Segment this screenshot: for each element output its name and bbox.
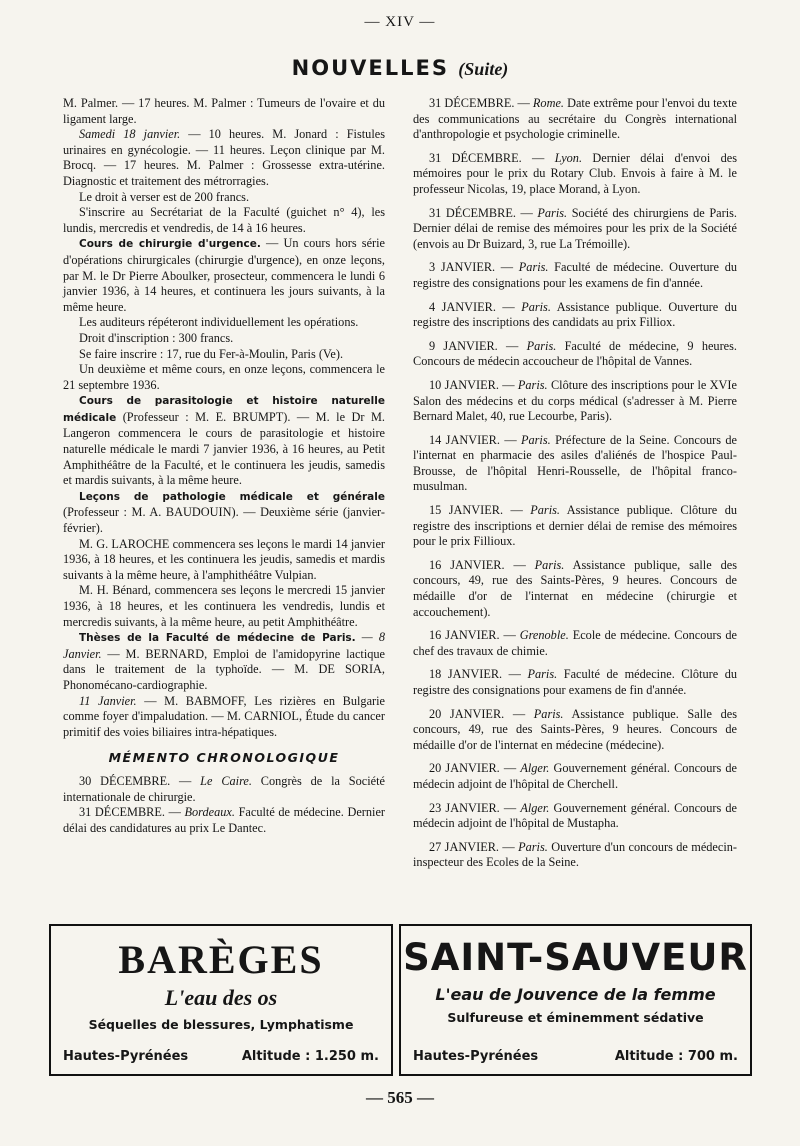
text: Faculté de médecine, 9 heures. Concours de médecin accoucheur de l'hôpital de Vannes.: [413, 338, 737, 369]
text: Gouvernement général. Concours de médecin adjoint de l'hôpital de Mustapha.: [413, 800, 737, 831]
paragraph: Un deuxième et même cours, en onze leçons, commencera le 21 septembre 1936.: [63, 362, 385, 392]
date: 20 JANVIER.: [429, 761, 500, 776]
title-main: NOUVELLES: [291, 56, 449, 80]
paragraph: Droit d'inscription : 300 francs.: [79, 330, 234, 345]
memento-entry: 31 DÉCEMBRE. — Lyon. Dernier délai d'envoi des mémoires pour le prix du Rotary Club. Envois à faire à M. le professeur Nicolas, 19, place Morand, à Lyon.: [413, 150, 737, 196]
text: Assistance publique. Clôture du registre des inscriptions et dernier délai de remise des mémoires pour le prix Fillioux.: [413, 503, 737, 549]
city: Paris.: [530, 503, 560, 518]
date: 31 DÉCEMBRE.: [429, 96, 515, 110]
city: Grenoble.: [519, 628, 569, 643]
memento-entry: 16 JANVIER. — Grenoble. Ecole de médecine. Concours de chef des travaux de chimie.: [413, 628, 737, 658]
page-header-number: — XIV —: [364, 14, 436, 30]
heading: Leçons de pathologie médicale et générale: [79, 490, 385, 503]
text: — 10 heures. M. Jonard : Fistules urinaires en gynécologie. — 11 heures. Leçon clinique par M. Brocq. — 17 heures. M. Palmer : Grossesse extra-utérine. Diagnostic et traitement des métrorragies.: [63, 127, 385, 188]
date: 15 JANVIER.: [429, 503, 504, 518]
title-suite: (Suite): [458, 59, 509, 79]
city: Rome.: [532, 96, 564, 110]
ad-tagline: L'eau des os: [164, 985, 278, 1010]
date: 31 DÉCEMBRE.: [79, 805, 165, 820]
memento-entry: 31 DÉCEMBRE. — Bordeaux. Faculté de médecine. Dernier délai des candidatures au prix Le Dantec.: [63, 805, 385, 835]
text: Faculté de médecine. Clôture du registre des consignations pour examens de fin d'année.: [413, 667, 737, 697]
text: Ouverture d'un concours de médecin-inspecteur des Ecoles de la Seine.: [413, 839, 737, 870]
paragraph: [63, 489, 385, 537]
paragraph: M. G. LAROCHE commencera ses leçons le mardi 14 janvier 1936, à 18 heures, et les continuera les jeudis, samedis et mardis suivants à la même heure, à l'amphithéâtre Vulpian.: [63, 536, 385, 582]
date: 31 DÉCEMBRE.: [429, 205, 516, 220]
date: 27 JANVIER.: [429, 839, 499, 854]
date: 16 JANVIER.: [429, 628, 500, 643]
date: 14 JANVIER.: [429, 432, 500, 447]
date: 30 DÉCEMBRE.: [79, 773, 171, 788]
city: Paris.: [520, 432, 551, 447]
date: 9 JANVIER.: [429, 338, 498, 353]
paragraph: Le droit à verser est de 200 francs.: [79, 189, 250, 204]
paragraph: [63, 630, 385, 693]
paragraph: Se faire inscrire : 17, rue du Fer-à-Moulin, Paris (Ve).: [79, 346, 344, 361]
page-title: [0, 56, 800, 80]
text: Préfecture de la Seine. Concours de l'internat en pharmacie des asiles d'aliénés de l'hospice Paul-Brousse, de l'hôpital Henri-Rousselle, de l'hôpital franco-musulman.: [413, 432, 737, 494]
ad-altitude: Altitude : 700 m.: [614, 1049, 738, 1064]
city: Paris.: [533, 706, 564, 721]
city: Paris.: [534, 557, 565, 572]
heading: Cours de chirurgie d'urgence.: [79, 238, 261, 251]
city: Paris.: [518, 839, 548, 854]
paragraph: [63, 236, 385, 315]
text: Faculté de médecine. Ouverture du registre des consignations pour les examens de fin d'année.: [413, 260, 737, 290]
paragraph: [63, 127, 385, 189]
memento-entry: 14 JANVIER. — Paris. Préfecture de la Seine. Concours de l'internat en pharmacie des asiles d'aliénés de l'hospice Paul-Brousse, de l'hôpital Henri-Rousselle, de l'hôpital franco-musulman.: [413, 432, 737, 494]
date: 23 JANVIER.: [429, 800, 500, 815]
date: 16 JANVIER.: [429, 557, 505, 572]
date: 4 JANVIER.: [429, 299, 496, 314]
ad-brand: SAINT-SAUVEUR: [403, 936, 748, 979]
memento-entry: 27 JANVIER. — Paris. Ouverture d'un concours de médecin-inspecteur des Ecoles de la Seine.: [413, 839, 737, 870]
paragraph: [63, 694, 385, 741]
city: Paris.: [527, 667, 558, 682]
ad-brand: BARÈGES: [118, 937, 324, 982]
date: 31 DÉCEMBRE.: [429, 150, 522, 165]
date: 18 JANVIER.: [429, 667, 503, 682]
advertisements: [49, 924, 752, 1080]
ad-footer: [413, 1049, 738, 1064]
memento-entry: 15 JANVIER. — Paris. Assistance publique. Clôture du registre des inscriptions et dernier délai de remise des mémoires pour le prix Fillioux.: [413, 503, 737, 549]
city: Lyon.: [554, 150, 583, 165]
text: Dernier délai d'envoi des mémoires pour le prix du Rotary Club. Envois à faire à M. le professeur Nicolas, 19, place Morand, à Lyon.: [413, 150, 737, 196]
ad-tagline: L'eau de Jouvence de la femme: [435, 985, 716, 1004]
city: Le Caire.: [200, 773, 252, 788]
text: (Professeur : M. E. BRUMPT). — M. le Dr M. Langeron commencera le cours de parasitologie et histoire naturelle médicale le mardi 7 janvier 1936, à 16 heures, au Petit Amphithéâtre de la Faculté, et le continuera les jeudis, samedis et mardis suivants, à la même heure.: [63, 409, 385, 488]
date: — 8 Janvier.: [63, 630, 386, 661]
memento-entry: 18 JANVIER. — Paris. Faculté de médecine. Clôture du registre des consignations pour examens de fin d'année.: [413, 667, 737, 697]
right-column: [413, 96, 737, 871]
ad-region: Hautes-Pyrénées: [63, 1049, 189, 1064]
memento-entry: 16 JANVIER. — Paris. Assistance publique, salle des concours, 49, rue des Saints-Pères, 9 heures. Concours de médaille d'or de l'internat en médecine (chirurgie et accouchement).: [413, 557, 737, 619]
text: — Un cours hors série d'opérations chirurgicales (chirurgie d'urgence), en onze leçons, par M. le Dr Pierre Aboulker, prosecteur, commencera le lundi 6 janvier 1936, à 14 heures, et continuera les jours suivants, à la même heure.: [63, 236, 385, 314]
memento-entry: 23 JANVIER. — Alger. Gouvernement général. Concours de médecin adjoint de l'hôpital de Mustapha.: [413, 800, 737, 831]
date: Samedi 18 janvier.: [79, 127, 181, 142]
text: Clôture des inscriptions pour le XVIe Salon des médecins et du corps médical (s'adresser à M. Pierre Bernard Malet, 40, rue Lecourbe, Paris).: [413, 377, 737, 424]
date: 11 Janvier.: [79, 693, 137, 708]
text: — M. BABMOFF, Les rizières en Bulgarie comme foyer d'impaludation. — M. CARNIOL, Étude du cancer primitif des voies biliaires intra-hépatiques.: [63, 693, 385, 739]
page-footer-number: — 565 —: [366, 1088, 434, 1107]
heading: Cours de parasitologie et histoire naturelle médicale: [63, 395, 385, 424]
text: (Professeur : M. A. BAUDOUIN). — Deuxième série (janvier-février).: [63, 505, 385, 536]
text: Assistance publique. Ouverture du registre des inscriptions des candidats au prix Filliox.: [413, 299, 737, 330]
date: 3 JANVIER.: [429, 260, 496, 275]
ad-saint-sauveur: [399, 924, 752, 1076]
city: Paris.: [521, 299, 551, 314]
city: Alger.: [520, 800, 550, 815]
memento-entry: 30 DÉCEMBRE. — Le Caire. Congrès de la Société internationale de chirurgie.: [63, 773, 385, 804]
text: Congrès de la Société internationale de chirurgie.: [63, 773, 385, 804]
text: Faculté de médecine. Dernier délai des candidatures au prix Le Dantec.: [63, 805, 385, 835]
city: Paris.: [518, 260, 549, 275]
memento-entry: 4 JANVIER. — Paris. Assistance publique. Ouverture du registre des inscriptions des candidats au prix Filliox.: [413, 299, 737, 330]
text: Ecole de médecine. Concours de chef des travaux de chimie.: [413, 628, 737, 658]
memento-entry: 31 DÉCEMBRE. — Rome. Date extrême pour l'envoi du texte des communications au secrétaire du Congrès international d'anthropologie et psychologie criminelle.: [413, 96, 738, 142]
memento-entry: 20 JANVIER. — Alger. Gouvernement général. Concours de médecin adjoint de l'hôpital de Cherchell.: [413, 761, 737, 791]
heading: Thèses de la Faculté de médecine de Paris.: [79, 632, 356, 645]
paragraph: M. Palmer. — 17 heures. M. Palmer : Tumeurs de l'ovaire et du ligament large.: [63, 96, 385, 126]
text: Assistance publique, salle des concours, 49, rue des Saints-Pères, 9 heures. Concours de médaille d'or de l'internat en médecine (chirurgie et accouchement).: [413, 557, 737, 619]
paragraph: S'inscrire au Secrétariat de la Faculté (guichet n° 4), les lundis, mercredis et vendredis, de 14 à 16 heures.: [63, 205, 385, 235]
paragraph: Les auditeurs répéteront individuellement les opérations.: [79, 315, 359, 330]
ad-bareges: [49, 924, 393, 1076]
date: 10 JANVIER.: [429, 377, 499, 392]
city: Paris.: [517, 377, 548, 392]
text: Assistance publique. Salle des concours, 49, rue des Saints-Pères, 9 heures. Concours de médaille d'or de l'internat en médecine (médecine).: [413, 706, 737, 752]
city: Bordeaux.: [184, 805, 235, 820]
ad-footer: [63, 1049, 379, 1064]
text: — M. BERNARD, Emploi de l'amidopyrine lactique dans le traitement de la typhoïde. — M. DE SORIA, Phonomécano-cardiographie.: [63, 646, 385, 692]
ad-subtitle: Séquelles de blessures, Lymphatisme: [88, 1017, 354, 1032]
section-heading: MÉMENTO CHRONOLOGIQUE: [108, 750, 340, 766]
ad-altitude: Altitude : 1.250 m.: [241, 1049, 379, 1064]
memento-entry: 9 JANVIER. — Paris. Faculté de médecine, 9 heures. Concours de médecin accoucheur de l'hôpital de Vannes.: [413, 338, 737, 369]
city: Paris.: [526, 338, 557, 353]
city: Alger.: [520, 761, 550, 776]
ad-subtitle: Sulfureuse et éminemment sédative: [447, 1010, 704, 1025]
memento-entry: 31 DÉCEMBRE. — Paris. Société des chirurgiens de Paris. Dernier délai de remise des mémoires pour les prix de la Société (envois au Dr Buizard, 3, rue La Trémoille).: [413, 205, 738, 251]
paragraph: [63, 393, 385, 489]
text: Gouvernement général. Concours de médecin adjoint de l'hôpital de Cherchell.: [413, 761, 737, 791]
paragraph: M. H. Bénard, commencera ses leçons le mercredi 15 janvier 1936, à 18 heures, et les continuera les vendredis, lundis et mercredis suivants, à la même heure, au petit Amphithéâtre.: [63, 583, 385, 629]
city: Paris.: [537, 205, 568, 220]
memento-entry: 20 JANVIER. — Paris. Assistance publique. Salle des concours, 49, rue des Saints-Pères, 9 heures. Concours de médaille d'or de l'internat en médecine (médecine).: [413, 706, 737, 752]
memento-entry: 10 JANVIER. — Paris. Clôture des inscriptions pour le XVIe Salon des médecins et du corps médical (s'adresser à M. Pierre Bernard Malet, 40, rue Lecourbe, Paris).: [413, 377, 737, 424]
left-column: [63, 96, 385, 836]
ad-region: Hautes-Pyrénées: [413, 1049, 539, 1064]
text: Société des chirurgiens de Paris. Dernier délai de remise des mémoires pour les prix de la Société (envois au Dr Buizard, 3, rue La Trémoille).: [413, 205, 738, 251]
date: 20 JANVIER.: [429, 706, 505, 721]
memento-entry: 3 JANVIER. — Paris. Faculté de médecine. Ouverture du registre des consignations pour les examens de fin d'année.: [413, 260, 737, 290]
text: Date extrême pour l'envoi du texte des communications au secrétaire du Congrès international d'anthropologie et psychologie criminelle.: [413, 96, 738, 142]
